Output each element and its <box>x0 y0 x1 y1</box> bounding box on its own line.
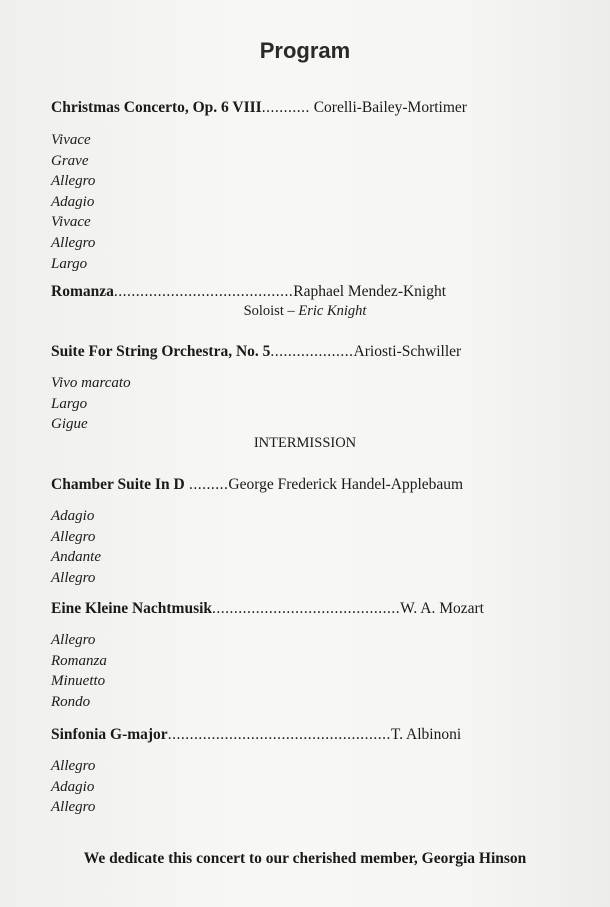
piece-composer: W. A. Mozart <box>400 600 484 617</box>
movement: Minuetto <box>51 673 106 690</box>
movement: Grave <box>51 152 89 169</box>
movement: Rondo <box>51 693 91 710</box>
movement: Allegro <box>51 173 96 190</box>
movement: Adagio <box>51 778 95 795</box>
movement-list <box>51 506 101 588</box>
movement: Vivace <box>51 132 91 148</box>
movement: Allegro <box>51 234 96 251</box>
movement-list <box>51 373 131 435</box>
leader-dots: ......................................... <box>113 283 294 300</box>
movement: Allegro <box>51 528 96 545</box>
leader-dots: ................... <box>270 343 354 360</box>
movement: Adagio <box>51 508 95 524</box>
movement: Romanza <box>51 652 107 669</box>
piece-title: Romanza <box>51 283 114 300</box>
movement: Allegro <box>51 632 96 648</box>
piece-title: Eine Kleine Nachtmusik <box>51 600 213 617</box>
movement: Vivace <box>51 214 91 231</box>
program-piece <box>51 98 541 118</box>
leader-dots: ................................................... <box>167 726 391 743</box>
piece-composer: Corelli-Bailey-Mortimer <box>313 99 467 116</box>
movement: Largo <box>51 255 88 272</box>
movement: Andante <box>51 549 101 566</box>
piece-title: Suite For String Orchestra, No. 5 <box>51 343 271 360</box>
movement: Allegro <box>51 758 96 774</box>
page-title: Program <box>259 38 351 63</box>
leader-dots: ......... <box>184 476 229 493</box>
movement-list <box>51 756 95 818</box>
movement-list <box>51 130 95 274</box>
leader-dots: ........... <box>261 99 310 116</box>
program-piece <box>51 282 541 302</box>
movement: Gigue <box>51 416 88 433</box>
movement: Adagio <box>51 193 95 210</box>
movement: Largo <box>51 395 88 412</box>
soloist-name: Eric Knight <box>298 303 367 319</box>
piece-composer: Raphael Mendez-Knight <box>293 283 447 300</box>
program-piece <box>51 599 541 619</box>
intermission-label: INTERMISSION <box>253 435 357 451</box>
piece-composer: T. Albinoni <box>390 726 462 743</box>
piece-composer: George Frederick Handel-Applebaum <box>228 476 464 493</box>
movement: Allegro <box>51 799 96 816</box>
piece-title: Chamber Suite In D <box>51 476 185 493</box>
program-piece <box>51 725 541 745</box>
piece-composer: Ariosti-Schwiller <box>353 343 462 360</box>
movement-list <box>51 630 107 712</box>
movement: Vivo marcato <box>51 375 131 391</box>
movement: Allegro <box>51 569 96 586</box>
program-piece <box>51 475 541 495</box>
soloist-label: Soloist – <box>243 303 299 319</box>
dedication-line: We dedicate this concert to our cherished member, Georgia Hinson <box>83 850 527 867</box>
soloist-line <box>0 303 610 320</box>
piece-title: Sinfonia G-major <box>51 726 168 743</box>
leader-dots: ........................................... <box>212 600 401 617</box>
piece-title: Christmas Concerto, Op. 6 VIII <box>51 99 262 116</box>
program-piece <box>51 342 541 362</box>
